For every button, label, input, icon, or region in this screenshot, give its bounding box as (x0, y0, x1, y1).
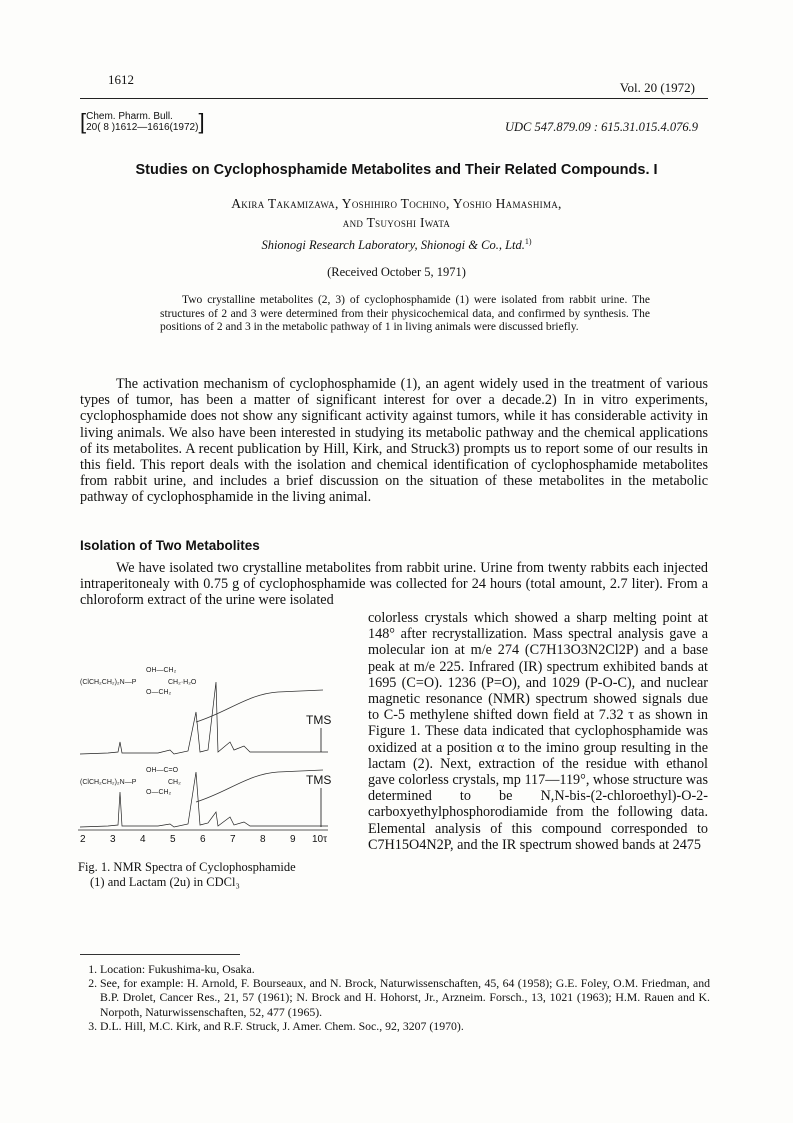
figure-caption (78, 860, 348, 890)
udc-code: UDC 547.879.09 : 615.31.015.4.076.9 (504, 120, 698, 134)
abstract (160, 294, 650, 335)
tick-3: 3 (110, 834, 116, 845)
tms-label-bottom: TMS (306, 773, 332, 787)
volume-label: Vol. 20 (1972) (619, 80, 695, 95)
struct-top-2: (ClCH₂CH₂)₂N—P (80, 679, 137, 686)
page-number: 1612 (108, 72, 134, 87)
section-heading: Isolation of Two Metabolites (80, 538, 260, 553)
journal-ref-line2: 20( 8 )1612—1616(1972) (86, 122, 199, 133)
struct-top-4: O—CH₂ (146, 689, 172, 696)
footnote-rule (80, 954, 240, 955)
intro-paragraph: The activation mechanism of cyclophosphamide (1), an agent widely used in the treatment of various types of tumor, has been a matter of significant interest for over a decade.2) In in vitro experiments, cyclophosphamide does not show any significant activity against tumors, while it has considerable activity in living animals. We also have been interested in studying its metabolic pathway and the chemical applications of its metabolites. A recent publication by Hill, Kirk, and Struck3) prompts us to report some of our results in this field. This report deals with the isolation and chemical identification of cyclophosphamide metabolites from rabbit urine, and includes a brief discussion on the situation of these metabolites in the metabolic pathway of cyclophosphamide in the living animal. (80, 376, 708, 506)
section-body (80, 560, 708, 609)
struct-bottom-4: O—CH₂ (146, 789, 172, 796)
tick-9: 9 (290, 834, 296, 845)
nmr-figure (78, 642, 348, 852)
struct-top-3: CH₂·H₂O (168, 679, 197, 686)
received-date: (Received October 5, 1971) (327, 265, 466, 279)
footnote-1: 1. Location: Fukushima-ku, Osaka. (100, 962, 710, 976)
nmr-spectra-image (78, 642, 348, 852)
introduction (80, 376, 708, 506)
paper-title: Studies on Cyclophosphamide Metabolites and Their Related Compounds. I (135, 162, 658, 178)
affiliation-text: Shionogi Research Laboratory, Shionogi & Co., Ltd. (261, 238, 525, 253)
affiliation (0, 237, 793, 253)
footnotes (80, 962, 710, 1033)
tick-5: 5 (170, 834, 176, 845)
caption-line2: (1) and Lactam (2u) in CDCl₃ (90, 875, 240, 889)
header-rule (80, 98, 708, 99)
journal-ref-line1: Chem. Pharm. Bull. (86, 111, 173, 122)
author-list (0, 194, 793, 232)
section-paragraph-column: colorless crystals which showed a sharp melting point at 148° after recrystallization. Mass spectral analysis gave a molecular ion at m/e 274 (C7H13O3N2Cl2P) and a base peak at m/e 225. Infrared (IR) spectrum exhibited bands at 1695 (C=O). 1236 (P=O), and 1029 (P-O-C), and nuclear magnetic resonance (NMR) spectrum showed signals due to C-5 methylene shifted down field at 7.32 τ as shown in Figure 1. These data indicated that cyclophosphamide was oxidized at a position α to the imino group resulting in the lactam (2). Next, extraction of the residue with ethanol gave colorless crystals, mp 117—119°, whose structure was determined to be N,N-bis-(2-chloroethyl)-O-2-carboxyethylphosphorodiamide from the following data. Elemental analysis of this compound corresponded to C7H15O4N2P, and the IR spectrum showed bands at 2475 (368, 610, 708, 853)
section-body-column (368, 610, 708, 853)
tick-4: 4 (140, 834, 146, 845)
section-paragraph: We have isolated two crystalline metabolites from rabbit urine. Urine from twenty rabbits each injected intraperitonealy with 0.75 g of cyclophosphamide was collected for 24 hours (total amount, 2.7 liter). From a chloroform extract of the urine were isolated (80, 560, 708, 609)
authors-line1: Akira Takamizawa, Yoshihiro Tochino, Yoshio Hamashima, (231, 196, 562, 211)
tick-8: 8 (260, 834, 266, 845)
tick-10: 10τ (312, 834, 328, 845)
caption-line1: Fig. 1. NMR Spectra of Cyclophosphamide (78, 860, 296, 874)
tick-6: 6 (200, 834, 206, 845)
affiliation-note: 1) (524, 237, 532, 246)
tick-7: 7 (230, 834, 236, 845)
struct-top-1: OH—CH₂ (146, 667, 177, 674)
struct-bottom-2: (ClCH₂CH₂)₂N—P (80, 779, 137, 786)
tms-label-top: TMS (306, 713, 332, 727)
footnote-3: 3. D.L. Hill, M.C. Kirk, and R.F. Struck, J. Amer. Chem. Soc., 92, 3207 (1970). (100, 1019, 710, 1033)
abstract-text: Two crystalline metabolites (2, 3) of cyclophosphamide (1) were isolated from rabbit urine. The structures of 2 and 3 were determined from their physicochemical data, and confirmed by synthesis. The positions of 2 and 3 in the metabolic pathway of 1 in living animals were discussed briefly. (160, 294, 650, 333)
struct-bottom-1: OH—C=O (146, 767, 179, 774)
tick-2: 2 (80, 834, 86, 845)
journal-reference: [Chem. Pharm. Bull. 20( 8 )1612—1616(1972)] (80, 109, 205, 134)
struct-bottom-3: CH₂ (168, 779, 181, 786)
footnote-2: 2. See, for example: H. Arnold, F. Bourseaux, and N. Brock, Naturwissenschaften, 45, 64 (1958); G.E. Foley, O.M. Friedman, and B.P. Drolet, Cancer Res., 21, 57 (1961); N. Brock and H. Hohorst, Jr., Arzneim. Forsch., 13, 1021 (1963); H.M. Rauen and K. Norpoth, Naturwissenschaften, 52, 477 (1965). (100, 976, 710, 1019)
authors-line2: and Tsuyoshi Iwata (342, 215, 451, 230)
